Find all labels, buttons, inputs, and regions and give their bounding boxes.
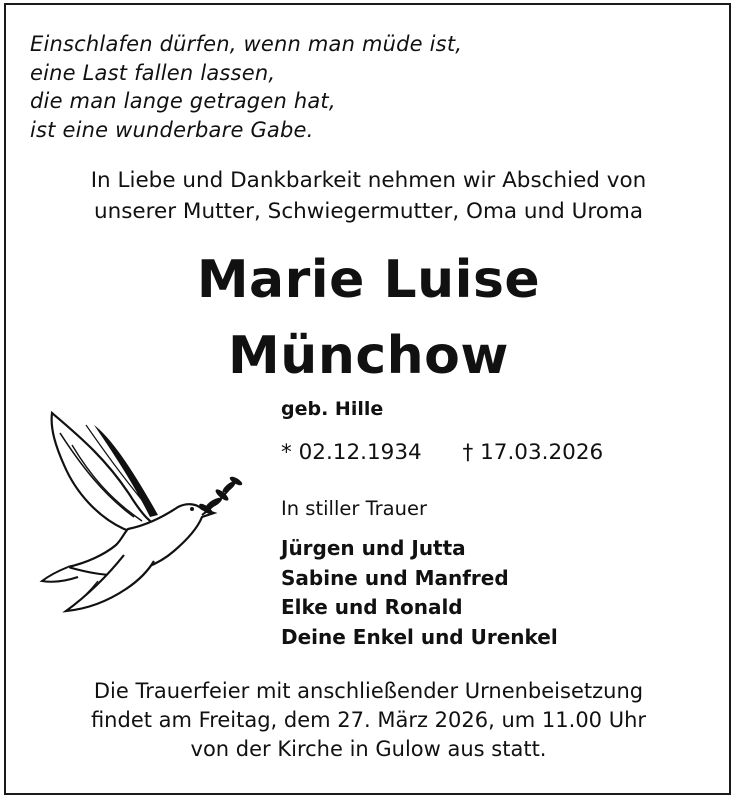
funeral-details [0, 677, 737, 764]
poem [30, 30, 462, 144]
name-line-1: Marie Luise [196, 250, 541, 310]
mourners-list [281, 534, 558, 652]
poem-line: eine Last fallen lassen, [30, 60, 276, 85]
intro-text [0, 165, 737, 227]
mourner-name: Deine Enkel und Urenkel [281, 624, 558, 649]
intro-line: In Liebe und Dankbarkeit nehmen wir Abschied von [90, 168, 647, 193]
mourning-heading: In stiller Trauer [281, 497, 427, 520]
birth-name: geb. Hille [281, 398, 384, 420]
mourner-name: Elke und Ronald [281, 595, 463, 619]
death-date: † 17.03.2026 [462, 440, 604, 465]
mourner-name: Sabine und Manfred [281, 565, 509, 590]
funeral-line: findet am Freitag, dem 27. März 2026, um 11.00 Uhr [90, 708, 647, 732]
poem-line: ist eine wunderbare Gabe. [30, 117, 314, 142]
intro-line: unserer Mutter, Schwiegermutter, Oma und Uroma [93, 199, 644, 224]
deceased-name [0, 242, 737, 394]
dove-with-olive-branch-icon [38, 405, 248, 630]
name-line-2: Münchow [228, 326, 509, 386]
poem-line: die man lange getragen hat, [30, 89, 336, 113]
birth-date: * 02.12.1934 [281, 440, 422, 465]
mourner-name: Jürgen und Jutta [281, 536, 466, 560]
poem-line: Einschlafen dürfen, wenn man müde ist, [30, 32, 463, 56]
funeral-line: Die Trauerfeier mit anschließender Urnenbeisetzung [93, 679, 644, 703]
life-dates [281, 440, 603, 465]
funeral-line: von der Kirche in Gulow aus statt. [190, 737, 547, 761]
